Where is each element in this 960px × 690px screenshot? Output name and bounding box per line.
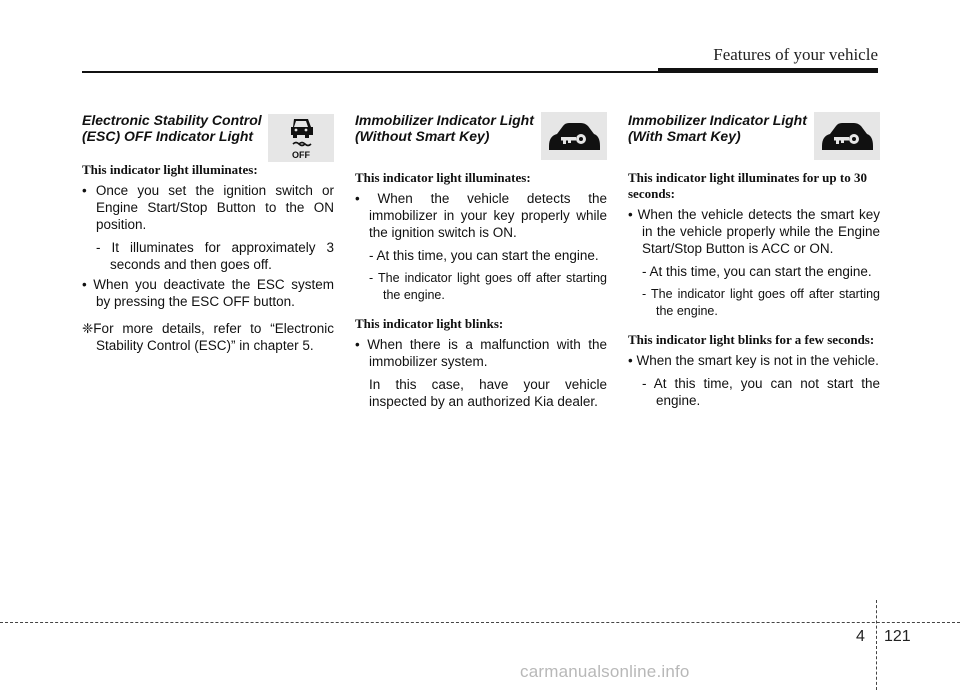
bullet-item: • When the vehicle detects the immobilizer in your key properly while the ignition switch is ON. bbox=[355, 191, 607, 240]
header-title: Features of your vehicle bbox=[713, 45, 878, 64]
footer-rule bbox=[0, 622, 960, 623]
bullet-item: • Once you set the ignition switch or Engine Start/Stop Button to the ON position. bbox=[82, 183, 335, 232]
dash-item: - At this time, you can start the engine. bbox=[369, 248, 599, 263]
immobilizer-key-icon bbox=[814, 112, 880, 160]
section-immobilizer-with-smart-key bbox=[628, 112, 880, 409]
bullet-item: • When there is a malfunction with the immobilizer system. bbox=[355, 337, 608, 369]
section-immobilizer-without-smart-key bbox=[355, 112, 607, 410]
bullet-item: • When the smart key is not in the vehicle. bbox=[628, 353, 879, 368]
subheading: This indicator light illuminates: bbox=[82, 162, 258, 177]
dash-item: - The indicator light goes off after starting the engine. bbox=[642, 287, 880, 318]
paragraph: In this case, have your vehicle inspected by an authorized Kia dealer. bbox=[369, 377, 607, 409]
section-esc-off bbox=[82, 112, 334, 354]
footer-divider bbox=[876, 600, 877, 690]
dash-item: - The indicator light goes off after starting the engine. bbox=[369, 271, 607, 302]
chapter-number: 4 bbox=[856, 628, 865, 645]
section-title: Electronic Stability Control (ESC) OFF Indicator Light bbox=[82, 112, 262, 144]
section-title: Immobilizer Indicator Light (With Smart Key) bbox=[628, 112, 807, 144]
subheading: This indicator light illuminates: bbox=[355, 170, 531, 185]
immobilizer-key-icon bbox=[541, 112, 607, 160]
note: ❈For more details, refer to “Electronic Stability Control (ESC)” in chapter 5. bbox=[82, 321, 334, 353]
page-number: 121 bbox=[884, 628, 911, 645]
subheading: This indicator light blinks for a few seconds: bbox=[628, 332, 875, 347]
subheading: This indicator light illuminates for up to 30 seconds: bbox=[628, 170, 867, 201]
subheading: This indicator light blinks: bbox=[355, 316, 504, 331]
esc-off-icon-label: OFF bbox=[292, 150, 310, 160]
section-title: Immobilizer Indicator Light (Without Smart Key) bbox=[355, 112, 534, 144]
dash-item: - It illuminates for approximately 3 seconds and then goes off. bbox=[96, 240, 334, 272]
bullet-item: • When you deactivate the ESC system by pressing the ESC OFF button. bbox=[82, 277, 334, 309]
esc-off-indicator-icon bbox=[268, 114, 334, 162]
watermark: carmanualsonline.info bbox=[520, 662, 690, 681]
header-rule-accent bbox=[658, 68, 878, 73]
bullet-item: • When the vehicle detects the smart key in the vehicle properly while the Engine Start/Stop Button is ACC or ON. bbox=[628, 207, 880, 256]
dash-item: - At this time, you can not start the engine. bbox=[642, 376, 880, 408]
dash-item: - At this time, you can start the engine. bbox=[642, 264, 872, 279]
